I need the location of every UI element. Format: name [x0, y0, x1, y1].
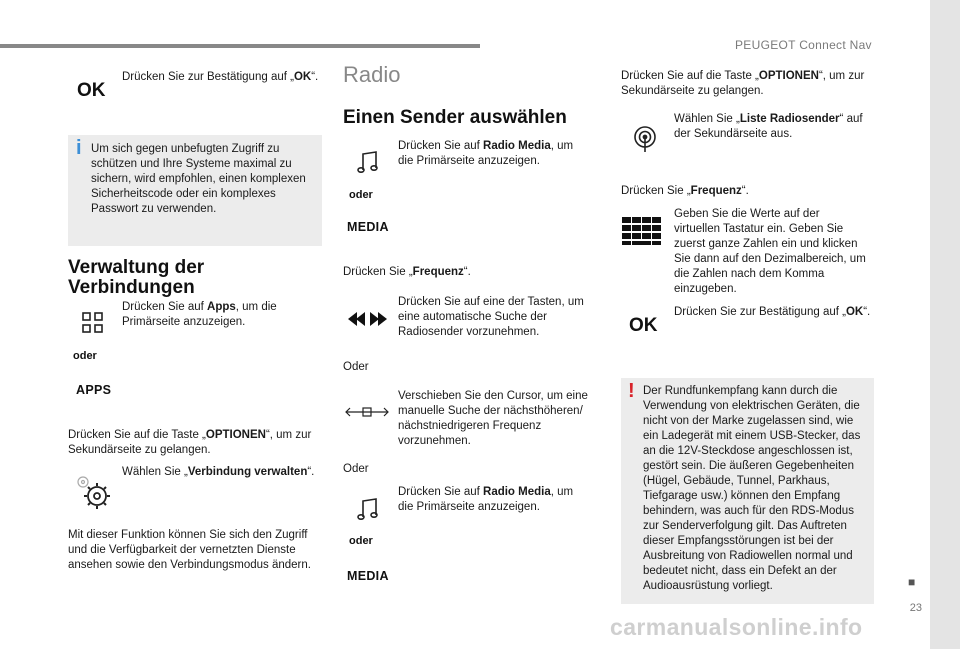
ok-instruction-2: Drücken Sie zur Bestätigung auf „OK“.	[674, 306, 871, 318]
radio-list-icon	[630, 124, 660, 159]
seek-buttons-icon	[348, 311, 388, 332]
station-select-title: Einen Sender auswählen	[343, 107, 567, 128]
options-instruction-2: Drücken Sie auf die Taste „OPTIONEN“, um zur Sekundärseite zu gelangen.	[621, 70, 865, 97]
ok-button-label-2: OK	[629, 315, 658, 336]
ok-instruction: Drücken Sie zur Bestätigung auf „OK“.	[122, 71, 319, 83]
info-text: Um sich gegen unbefugten Zugriff zu schützen und Ihre Systeme maximal zu sichern, wird empfohlen, einen komplexen Sicherheitscode oder ein komplexes Passwort zu verwenden.	[91, 143, 306, 215]
station-list-instruction: Wählen Sie „Liste Radiosender“ auf der Sekundärseite aus.	[674, 113, 863, 140]
music-note-icon-2	[357, 497, 379, 528]
options-instruction: Drücken Sie auf die Taste „OPTIONEN“, um zur Sekundärseite zu gelangen.	[68, 429, 312, 456]
connection-settings-icon	[73, 472, 113, 517]
oder-label: oder	[73, 350, 97, 362]
slider-instruction: Verschieben Sie den Cursor, um eine manuelle Suche der nächsthöheren/ nächstniedrigeren Frequenz vorzunehmen.	[398, 390, 588, 447]
seek-instruction: Drücken Sie auf eine der Tasten, um eine automatische Suche der Radiosender vorzunehmen.	[398, 296, 584, 338]
brand-title: PEUGEOT Connect Nav	[735, 38, 872, 52]
media-button-label-2: MEDIA	[347, 569, 389, 583]
oder-label-2: oder	[349, 535, 373, 547]
page-sidebar	[930, 0, 960, 649]
oder-separator-2: Oder	[343, 463, 369, 475]
info-icon: i	[76, 137, 82, 159]
frequency-instruction: Drücken Sie „Frequenz“.	[343, 266, 471, 278]
section-title: Verwaltung der Verbindungen	[68, 257, 205, 298]
warning-text: Der Rundfunkempfang kann durch die Verwendung von elektrischen Geräten, die nicht von der Marke zugelassen sind, wie ein Ladegerät mit einem USB-Stecker, das an die 12V-Steckdose angeschlossen ist, gestört sein. Die äußeren Gegebenheiten (Hügel, Gebäude, Tunnel, Parkhaus, Tiefgarage usw.) können den Empfang behindern, was auch für den RDS-Modus zur Senderverfolgung gilt. Das Auftreten dieser Empfangsstörungen ist bei der Ausbreitung von Radiowellen normal und bedeutet nicht, dass ein Defekt an der Audioausrüstung vorliegt.	[643, 385, 861, 592]
header-rule	[0, 44, 480, 48]
apps-grid-icon	[82, 312, 104, 339]
media-button-label: MEDIA	[347, 220, 389, 234]
keypad-instruction: Geben Sie die Werte auf der virtuellen Tastatur ein. Geben Sie zuerst ganze Zahlen ein und klicken Sie dann auf den Dezimalbereich, um die Zahlen nach dem Komma einzugeben.	[674, 208, 866, 295]
radio-media-instruction-2: Drücken Sie auf Radio Media, um die Primärseite anzuzeigen.	[398, 486, 574, 513]
oder-separator: Oder	[343, 361, 369, 373]
apps-button-label: APPS	[76, 383, 112, 397]
connection-instruction: Wählen Sie „Verbindung verwalten“.	[122, 466, 315, 478]
radio-title: Radio	[343, 62, 401, 87]
watermark: carmanualsonline.info	[610, 614, 863, 640]
frequency-instruction-2: Drücken Sie „Frequenz“.	[621, 185, 749, 197]
page-end-marker: ■	[908, 575, 916, 589]
function-description: Mit dieser Funktion können Sie sich den Zugriff und die Verfügbarkeit der vernetzten Dienste ansehen sowie den Verbindungsmodus ändern.	[68, 529, 311, 571]
radio-media-instruction: Drücken Sie auf Radio Media, um die Primärseite anzuzeigen.	[398, 140, 574, 167]
keypad-icon	[622, 217, 662, 250]
warning-icon: !	[628, 380, 635, 402]
page-number: 23	[909, 602, 922, 614]
music-note-icon	[357, 150, 379, 181]
oder-label: oder	[349, 189, 373, 201]
frequency-slider-icon	[344, 405, 390, 424]
ok-button-label: OK	[77, 80, 106, 101]
apps-instruction: Drücken Sie auf Apps, um die Primärseite anzuzeigen.	[122, 301, 277, 328]
